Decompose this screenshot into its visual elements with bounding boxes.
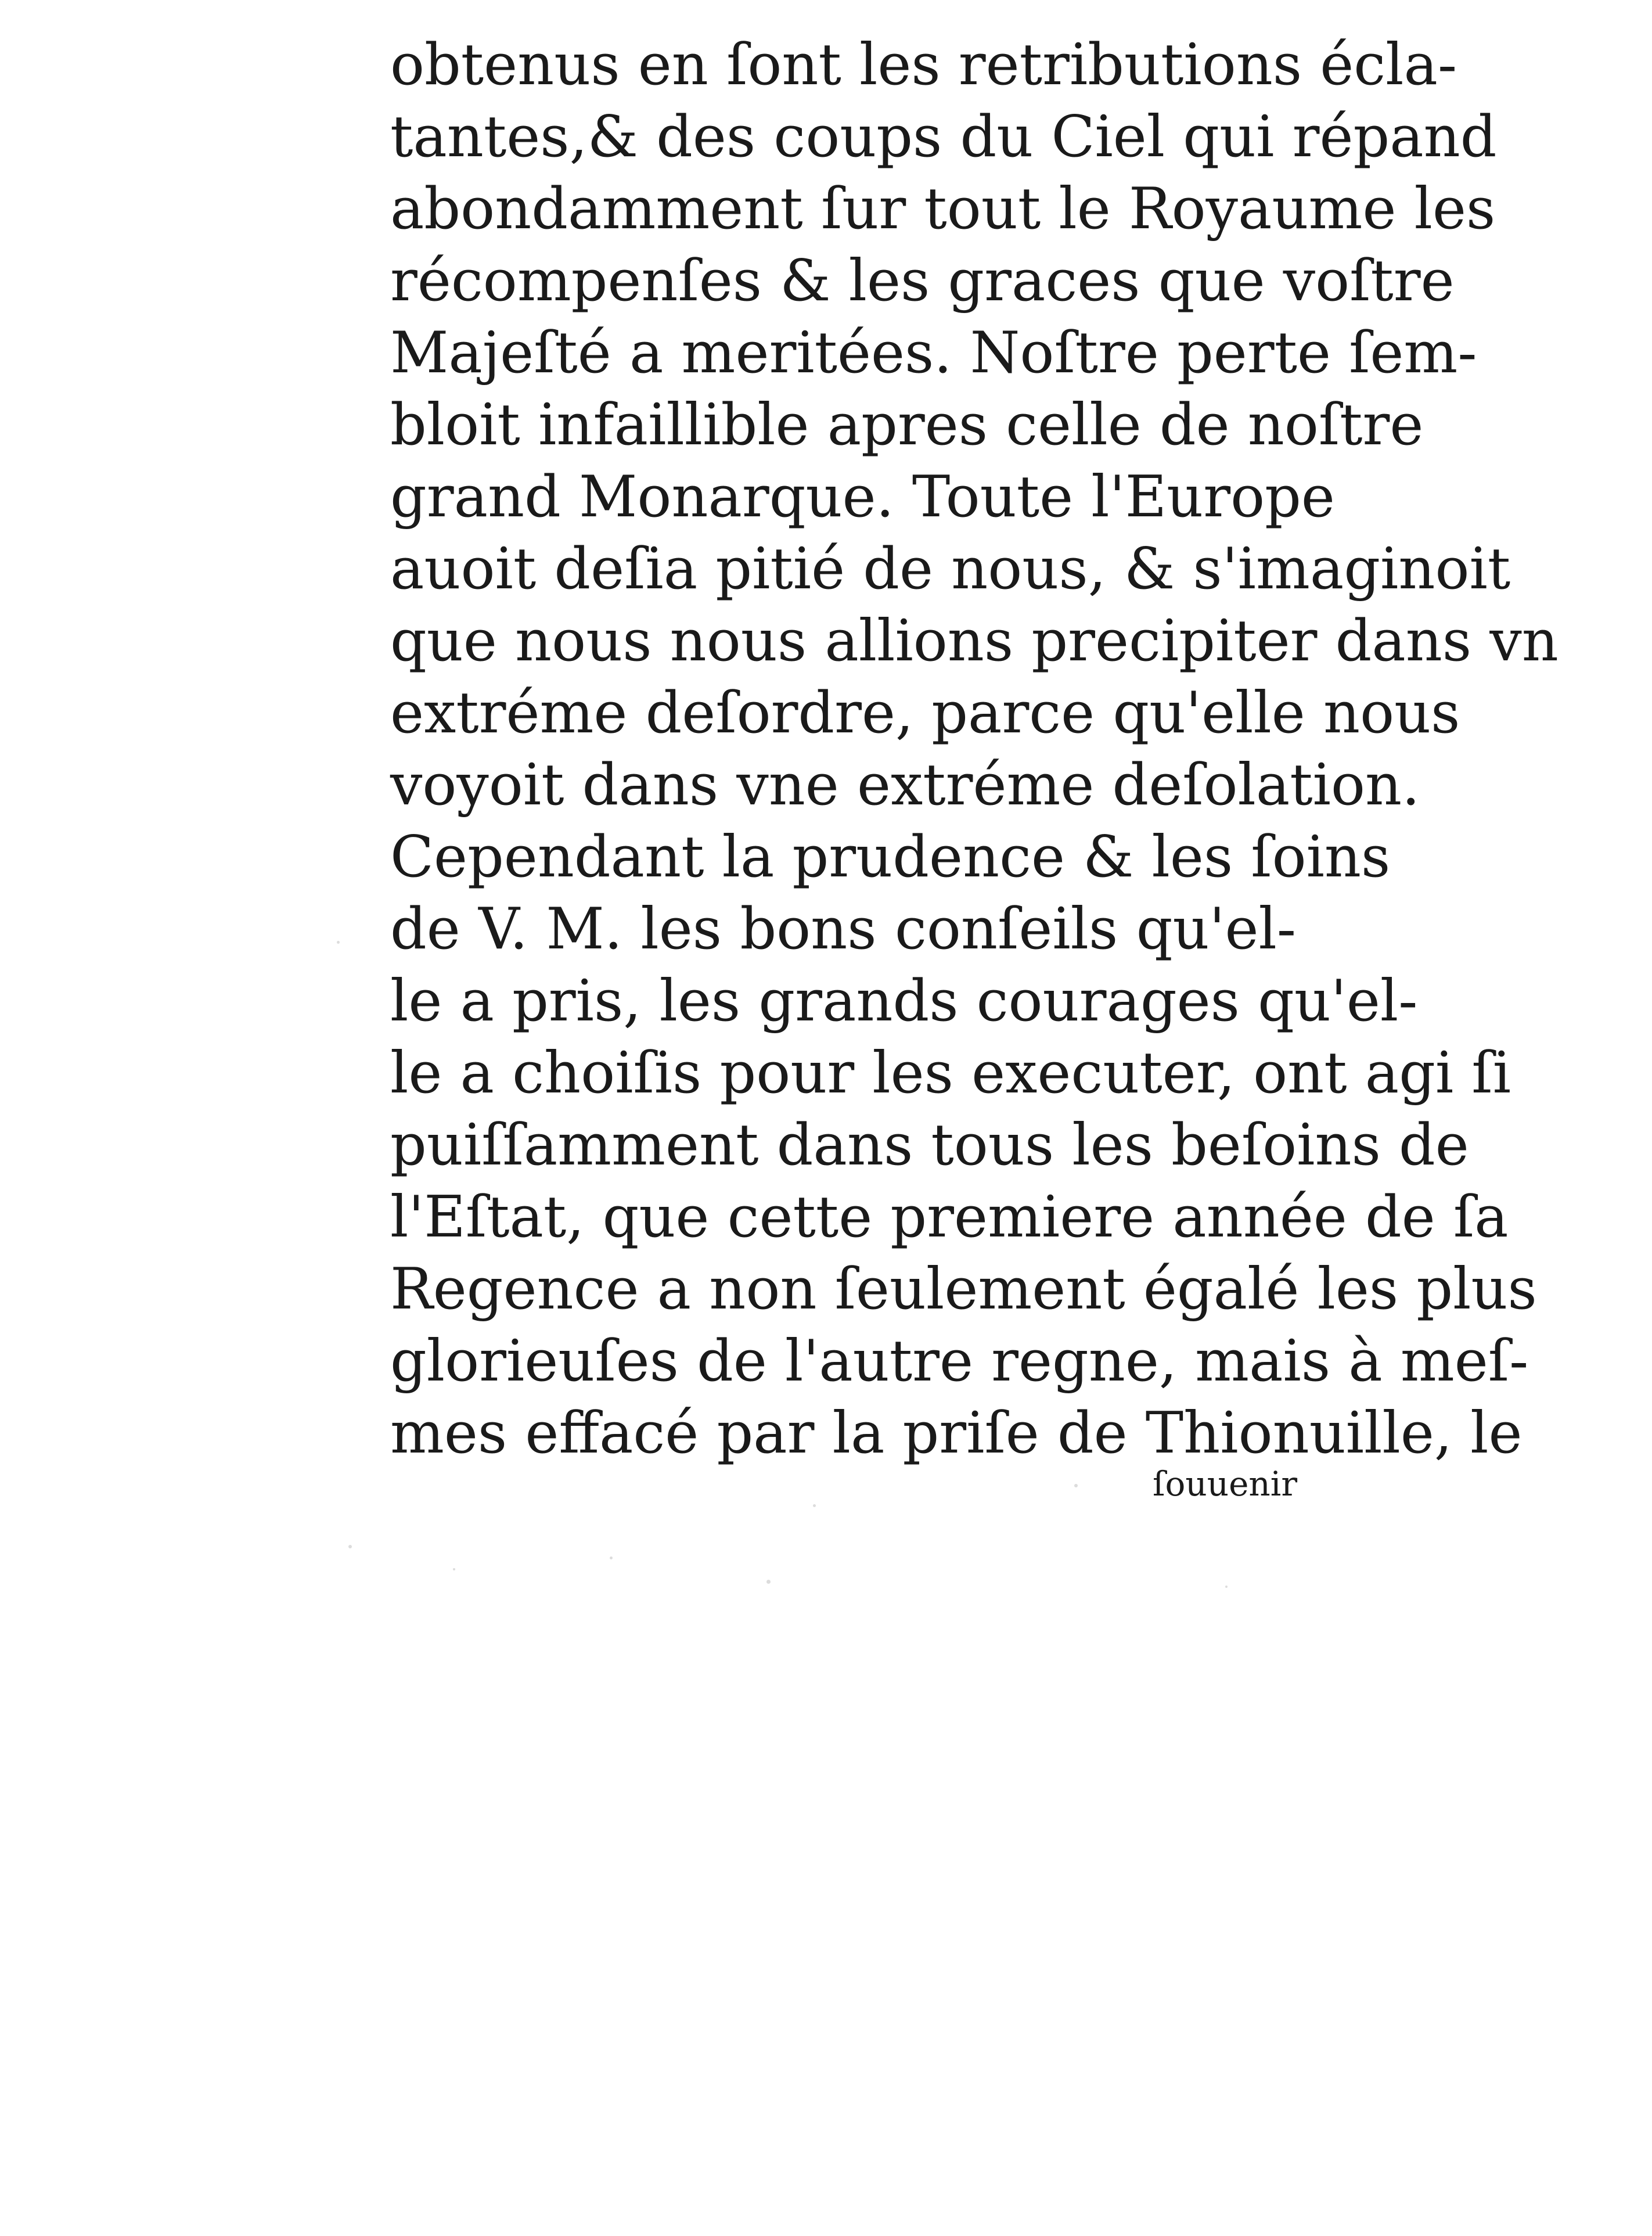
text-line: le a choiſis pour les executer, ont agi ſi bbox=[390, 1040, 1511, 1106]
text-line: abondamment ſur tout le Royaume les bbox=[390, 176, 1496, 242]
text-line: Majeſté a meritées. Noſtre perte ſem- bbox=[390, 320, 1477, 386]
text-line: Cependant la prudence & les ſoins bbox=[390, 824, 1391, 890]
text-line: de V. M. les bons conſeils qu'el- bbox=[390, 896, 1296, 962]
text-line: Regence a non ſeulement égalé les plus bbox=[390, 1256, 1537, 1322]
text-line: auoit deſia pitié de nous, & s'imaginoit bbox=[390, 536, 1511, 602]
text-line: mes effacé par la priſe de Thionuille, le bbox=[390, 1400, 1523, 1466]
text-line: le a pris, les grands courages qu'el- bbox=[390, 968, 1418, 1034]
scan-speckle bbox=[453, 1568, 455, 1570]
text-line: l'Eſtat, que cette premiere année de ſa bbox=[390, 1184, 1509, 1250]
scan-speckle bbox=[1225, 1586, 1228, 1588]
text-line: tantes,& des coups du Ciel qui répand bbox=[390, 104, 1497, 170]
scan-speckle bbox=[813, 1504, 816, 1507]
text-line: extréme deſordre, parce qu'elle nous bbox=[390, 680, 1460, 746]
scan-speckle bbox=[1074, 1484, 1078, 1487]
text-line: obtenus en ſont les retributions écla- bbox=[390, 32, 1457, 98]
text-line: récompenſes & les graces que voſtre bbox=[390, 248, 1455, 314]
scan-speckle bbox=[610, 1556, 613, 1559]
text-line: que nous nous allions precipiter dans vn bbox=[390, 608, 1559, 674]
scan-speckle bbox=[766, 1580, 771, 1584]
text-line: puiſſamment dans tous les beſoins de bbox=[390, 1112, 1469, 1178]
catchword: ſouuenir bbox=[1153, 1464, 1298, 1504]
body-text bbox=[390, 29, 1559, 1469]
text-line: glorieuſes de l'autre regne, mais à meſ- bbox=[390, 1328, 1529, 1394]
scan-speckle bbox=[337, 941, 340, 944]
scan-speckle bbox=[348, 1545, 352, 1548]
text-line: voyoit dans vne extréme deſolation. bbox=[390, 752, 1420, 818]
text-line: bloit infaillible apres celle de noſtre bbox=[390, 392, 1424, 458]
text-line: grand Monarque. Toute l'Europe bbox=[390, 464, 1335, 530]
